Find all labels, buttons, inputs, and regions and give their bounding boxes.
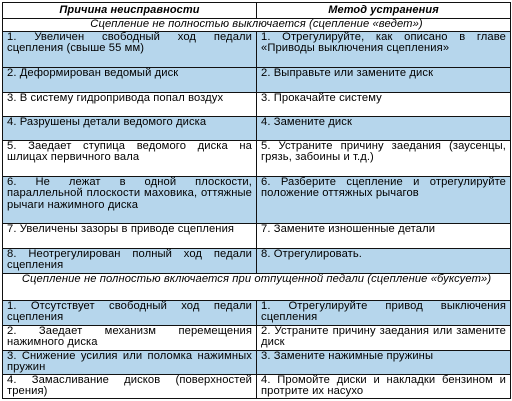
- section-title: Сцепление не полностью включается при отпущенной педали (сцепление «буксует»): [3, 273, 511, 300]
- table-row: [3, 223, 511, 248]
- cause-cell: 1. Отсутствует свободный ход педали сцепления: [3, 300, 257, 325]
- table-row: [3, 325, 511, 350]
- table-row: [3, 31, 511, 67]
- section-title: Сцепление не полностью выключается (сцепление «ведет»): [3, 19, 511, 32]
- table-header-row: [3, 3, 511, 19]
- cause-cell: 6. Не лежат в одной плоскости, параллельной плоскости маховика, оттяжные рычаги нажимного диска: [3, 176, 257, 223]
- remedy-cell: 2. Выправьте или замените диск: [257, 67, 511, 92]
- cause-cell: 4. Разрушены детали ведомого диска: [3, 116, 257, 140]
- troubleshooting-table: [2, 2, 511, 399]
- remedy-cell: 5. Устраните причину заедания (заусенцы, грязь, забоины и т.д.): [257, 140, 511, 176]
- table-row: [3, 300, 511, 325]
- cause-cell: 2. Деформирован ведомый диск: [3, 67, 257, 92]
- cause-cell: 2. Заедает механизм перемещения нажимного диска: [3, 325, 257, 350]
- header-remedy: Метод устранения: [257, 3, 511, 19]
- remedy-cell: 3. Прокачайте систему: [257, 92, 511, 116]
- cause-cell: 5. Заедает ступица ведомого диска на шлицах первичного вала: [3, 140, 257, 176]
- header-cause: Причина неисправности: [3, 3, 257, 19]
- table-row: [3, 140, 511, 176]
- table-row: [3, 248, 511, 273]
- remedy-cell: 4. Замените диск: [257, 116, 511, 140]
- table-row: [3, 176, 511, 223]
- remedy-cell: 8. Отрегулировать.: [257, 248, 511, 273]
- cause-cell: 1. Увеличен свободный ход педали сцепления (свыше 55 мм): [3, 31, 257, 67]
- remedy-cell: 4. Промойте диски и накладки бензином и протрите их насухо: [257, 374, 511, 398]
- remedy-cell: 7. Замените изношенные детали: [257, 223, 511, 248]
- remedy-cell: 3. Замените нажимные пружины: [257, 350, 511, 374]
- cause-cell: 4. Замасливание дисков (поверхностей трения): [3, 374, 257, 398]
- table-row: [3, 374, 511, 398]
- cause-cell: 3. Снижение усилия или поломка нажимных пружин: [3, 350, 257, 374]
- remedy-cell: 1. Отрегулируйте привод выключения сцепления: [257, 300, 511, 325]
- cause-cell: 8. Неотрегулирован полный ход педали сцепления: [3, 248, 257, 273]
- remedy-cell: 1. Отрегулируйте, как описано в главе «Приводы выключения сцепления»: [257, 31, 511, 67]
- cause-cell: 7. Увеличены зазоры в приводе сцепления: [3, 223, 257, 248]
- remedy-cell: 6. Разберите сцепление и отрегулируйте положение оттяжных рычагов: [257, 176, 511, 223]
- section-row: [3, 273, 511, 300]
- table-row: [3, 67, 511, 92]
- section-row: [3, 19, 511, 32]
- remedy-cell: 2. Устраните причину заедания или замените диск: [257, 325, 511, 350]
- cause-cell: 3. В систему гидропривода попал воздух: [3, 92, 257, 116]
- table-row: [3, 116, 511, 140]
- table-row: [3, 350, 511, 374]
- table-row: [3, 92, 511, 116]
